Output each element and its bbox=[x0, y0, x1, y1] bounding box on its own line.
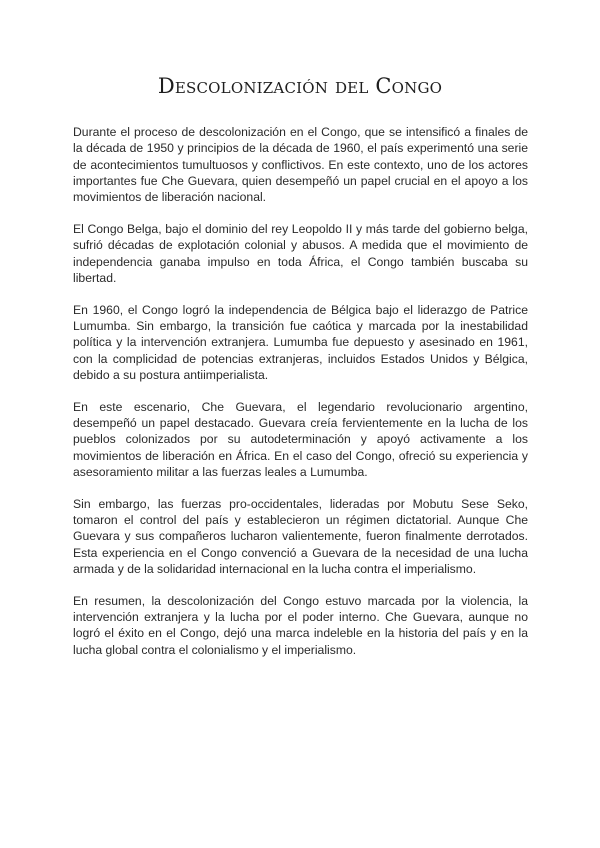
paragraph-6: En resumen, la descolonización del Congo estuvo marcada por la violencia, la intervención extranjera y la lucha por el poder interno. Che Guevara, aunque no logró el éxito en el Congo, dejó una marca indeleble en la historia del país y en la lucha global contra el colonialismo y el imperialismo. bbox=[73, 593, 528, 657]
paragraph-3: En 1960, el Congo logró la independencia de Bélgica bajo el liderazgo de Patrice Lumumba. Sin embargo, la transición fue caótica y marcada por la inestabilidad política y la intervención extranjera. Lumumba fue depuesto y asesinado en 1961, con la complicidad de potencias extranjeras, incluidos Estados Unidos y Bélgica, debido a su postura antiimperialista. bbox=[73, 302, 528, 382]
paragraph-4: En este escenario, Che Guevara, el legendario revolucionario argentino, desempeñó un papel destacado. Guevara creía fervientemente en la lucha de los pueblos colonizados por su autodeterminación y apoyó activamente a los movimientos de liberación en África. En el caso del Congo, ofreció su experiencia y asesoramiento militar a las fuerzas leales a Lumumba. bbox=[73, 399, 528, 479]
document-title: Descolonización del Congo bbox=[157, 74, 443, 98]
paragraph-1: Durante el proceso de descolonización en el Congo, que se intensificó a finales de la década de 1950 y principios de la década de 1960, el país experimentó una serie de acontecimientos tumultuosos y conflictivos. En este contexto, uno de los actores importantes fue Che Guevara, quien desempeñó un papel crucial en el apoyo a los movimientos de liberación nacional. bbox=[73, 125, 528, 205]
document-body bbox=[73, 124, 528, 673]
paragraph-2: El Congo Belga, bajo el dominio del rey Leopoldo II y más tarde del gobierno belga, sufrió décadas de explotación colonial y abusos. A medida que el movimiento de independencia ganaba impulso en toda África, el Congo también buscaba su libertad. bbox=[73, 221, 528, 285]
paragraph-5: Sin embargo, las fuerzas pro-occidentales, lideradas por Mobutu Sese Seko, tomaron el control del país y establecieron un régimen dictatorial. Aunque Che Guevara y sus compañeros lucharon valientemente, fueron finalmente derrotados. Esta experiencia en el Congo convenció a Guevara de la necesidad de una lucha armada y de la solidaridad internacional en la lucha contra el imperialismo. bbox=[73, 496, 528, 576]
